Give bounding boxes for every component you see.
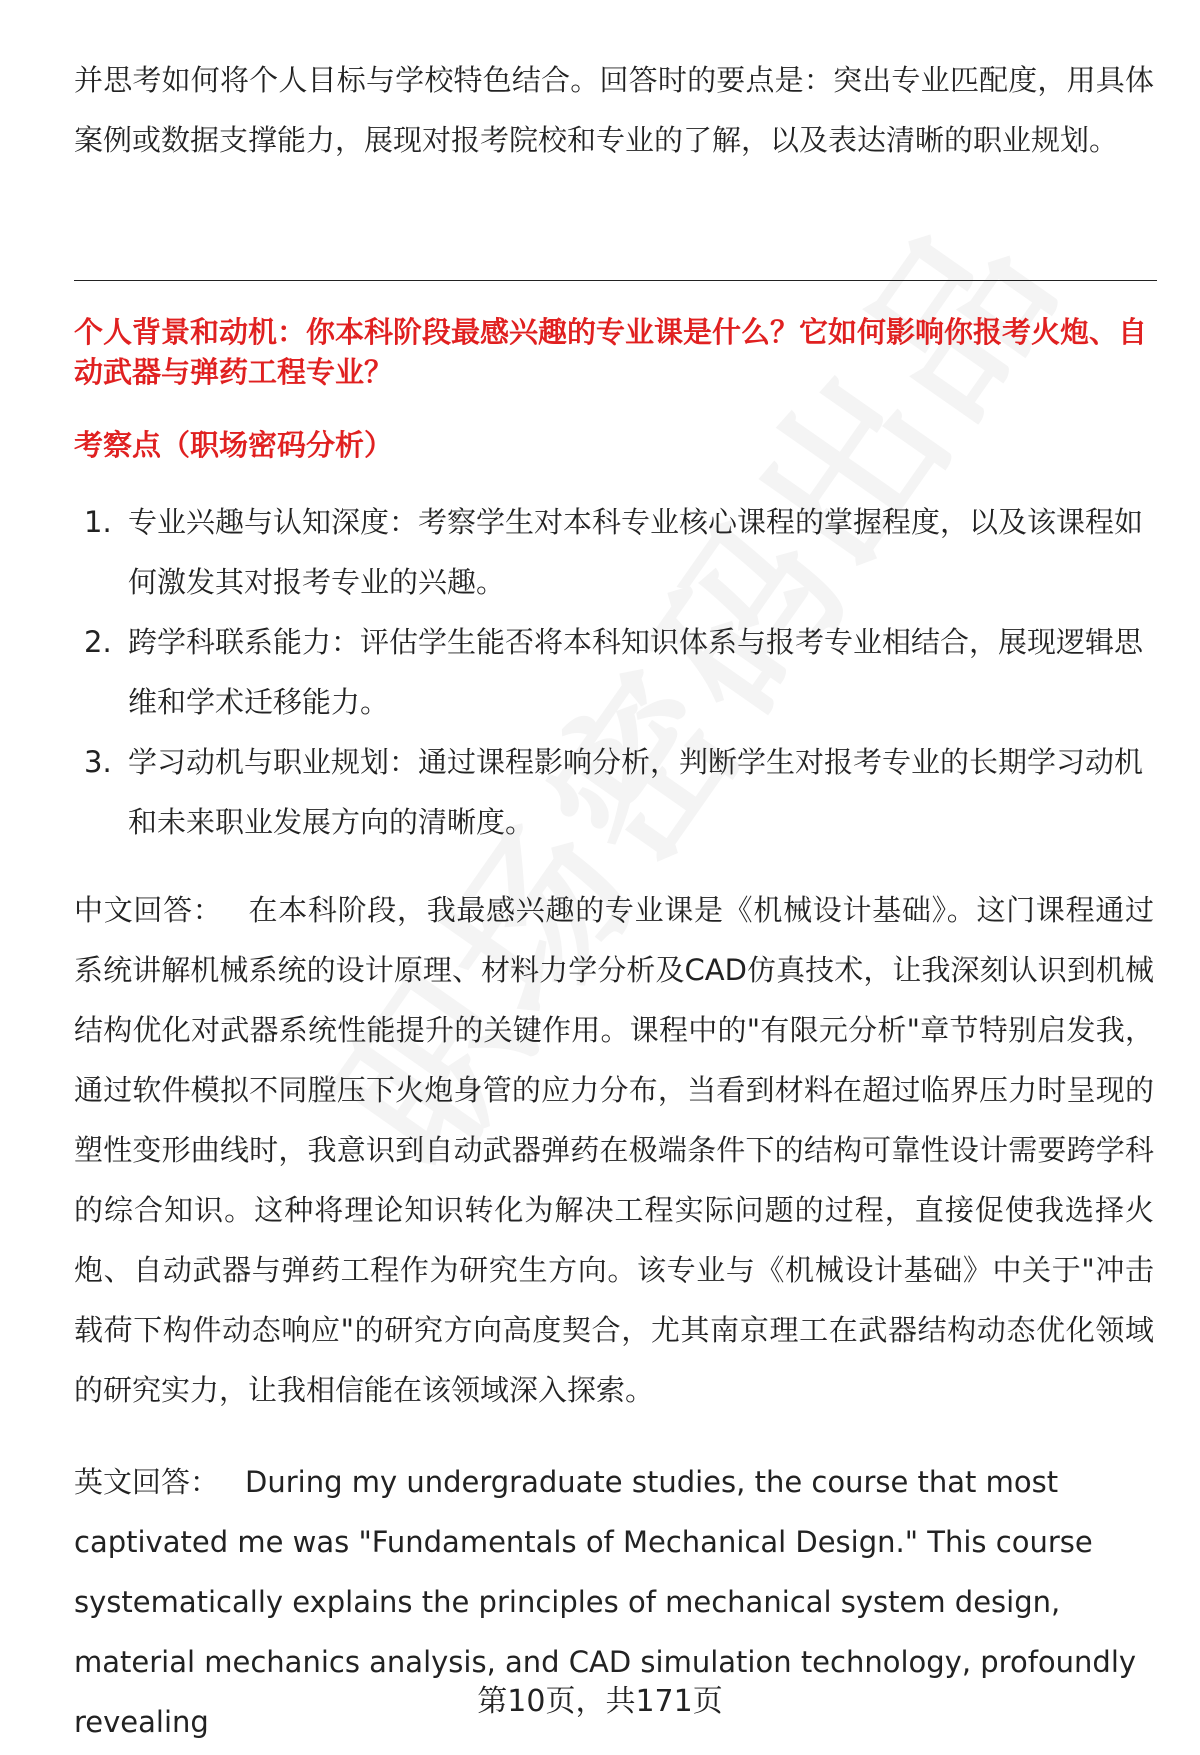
list-item-number: 3. [84,745,112,779]
list-item-text: 学习动机与职业规划：通过课程影响分析，判断学生对报考专业的长期学习动机和未来职业发展方向的清晰度。 [128,745,1144,839]
list-item [74,612,1159,732]
list-item-number: 2. [84,625,112,659]
english-answer-label: 英文回答： [74,1465,220,1499]
chinese-answer-label: 中文回答： [74,893,223,927]
english-answer-text: During my undergraduate studies, the course that most captivated me was "Fundamentals of Mechanical Design." This course systematically explains the principles of mechanical system design, material mechanics analysis, and CAD simulation technology, profoundly revealing [74,1465,1137,1739]
analysis-points-list [74,492,1159,852]
page-number-footer: 第10页，共171页 [477,1684,723,1719]
chinese-answer-text: 在本科阶段，我最感兴趣的专业课是《机械设计基础》。这门课程通过系统讲解机械系统的设计原理、材料力学分析及CAD仿真技术，让我深刻认识到机械结构优化对武器系统性能提升的关键作用。课程中的"有限元分析"章节特别启发我，通过软件模拟不同膛压下火炮身管的应力分布，当看到材料在超过临界压力时呈现的塑性变形曲线时，我意识到自动武器弹药在极端条件下的结构可靠性设计需要跨学科的综合知识。这种将理论知识转化为解决工程实际问题的过程，直接促使我选择火炮、自动武器与弹药工程作为研究生方向。该专业与《机械设计基础》中关于"冲击载荷下构件动态响应"的研究方向高度契合，尤其南京理工在武器结构动态优化领域的研究实力，让我相信能在该领域深入探索。 [74,893,1154,1407]
list-item-text: 跨学科联系能力：评估学生能否将本科知识体系与报考专业相结合，展现逻辑思维和学术迁移能力。 [128,625,1144,719]
list-item [74,492,1159,612]
intro-paragraph: 并思考如何将个人目标与学校特色结合。回答时的要点是：突出专业匹配度，用具体案例或数据支撑能力，展现对报考院校和专业的了解，以及表达清晰的职业规划。 [74,63,1154,157]
list-item-text: 专业兴趣与认知深度：考察学生对本科专业核心课程的掌握程度，以及该课程如何激发其对报考专业的兴趣。 [128,505,1144,599]
analysis-heading: 考察点（职场密码分析） [74,428,394,462]
section-divider [74,280,1157,281]
list-item-number: 1. [84,505,112,539]
question-title: 个人背景和动机：你本科阶段最感兴趣的专业课是什么？它如何影响你报考火炮、自动武器与弹药工程专业？ [74,315,1148,389]
chinese-answer [74,880,1154,1420]
list-item [74,732,1159,852]
